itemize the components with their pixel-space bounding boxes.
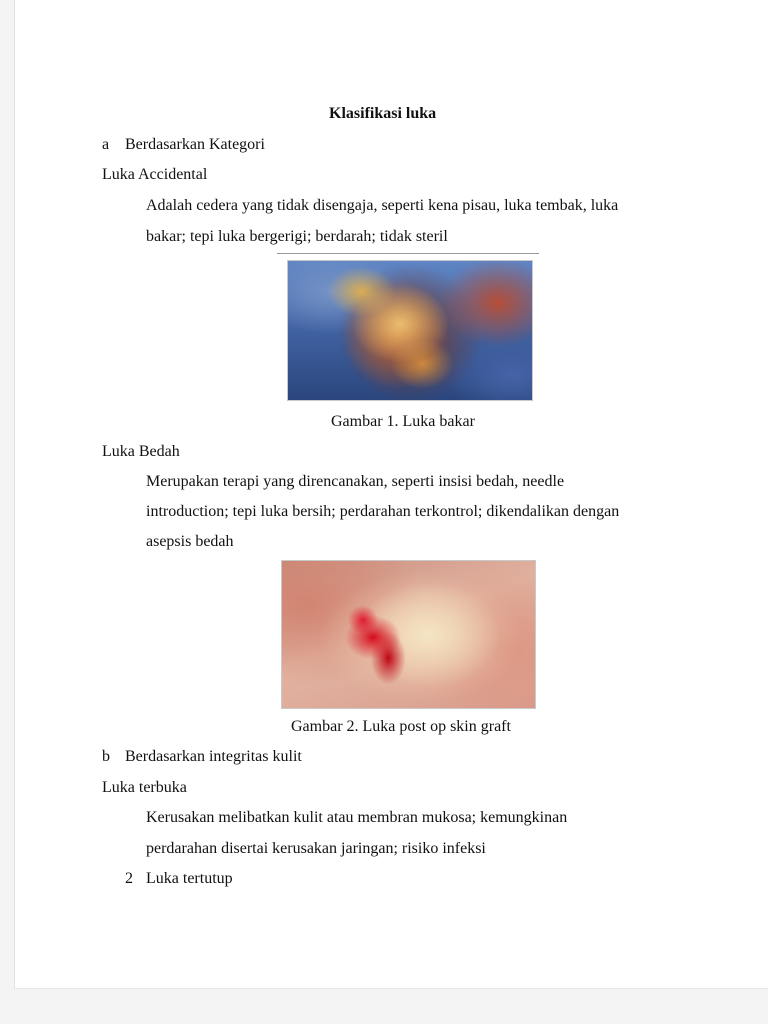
closed-wound-heading: Luka tertutup — [146, 870, 233, 887]
accidental-heading: Luka Accidental — [102, 166, 208, 183]
page-title: Klasifikasi luka — [329, 105, 437, 122]
accidental-text-line-1: Adalah cedera yang tidak disengaja, seperti kena pisau, luka tembak, luka — [146, 197, 619, 214]
open-wound-text-line-2: perdarahan disertai kerusakan jaringan; risiko infeksi — [146, 840, 486, 857]
figure-1-caption: Gambar 1. Luka bakar — [331, 413, 475, 430]
section-b-heading: Berdasarkan integritas kulit — [125, 748, 302, 765]
skin-graft-wound-photo — [281, 560, 536, 709]
burn-wound-photo — [287, 260, 533, 401]
section-a-marker: a — [102, 136, 110, 153]
open-wound-text-line-1: Kerusakan melibatkan kulit atau membran mukosa; kemungkinan — [146, 809, 568, 826]
surgical-heading: Luka Bedah — [102, 443, 180, 460]
surgical-text-line-1: Merupakan terapi yang direncanakan, seperti insisi bedah, needle — [146, 473, 565, 490]
figure-divider — [277, 253, 539, 254]
surgical-text-line-3: asepsis bedah — [146, 533, 234, 550]
surgical-text-line-2: introduction; tepi luka bersih; perdarahan terkontrol; dikendalikan dengan — [146, 503, 620, 520]
accidental-text-line-2: bakar; tepi luka bergerigi; berdarah; tidak steril — [146, 228, 448, 245]
closed-wound-marker: 2 — [125, 870, 133, 887]
section-b-marker: b — [102, 748, 110, 765]
document-page — [14, 0, 768, 989]
open-wound-heading: Luka terbuka — [102, 779, 187, 796]
section-a-heading: Berdasarkan Kategori — [125, 136, 265, 153]
figure-2-caption: Gambar 2. Luka post op skin graft — [291, 718, 511, 735]
